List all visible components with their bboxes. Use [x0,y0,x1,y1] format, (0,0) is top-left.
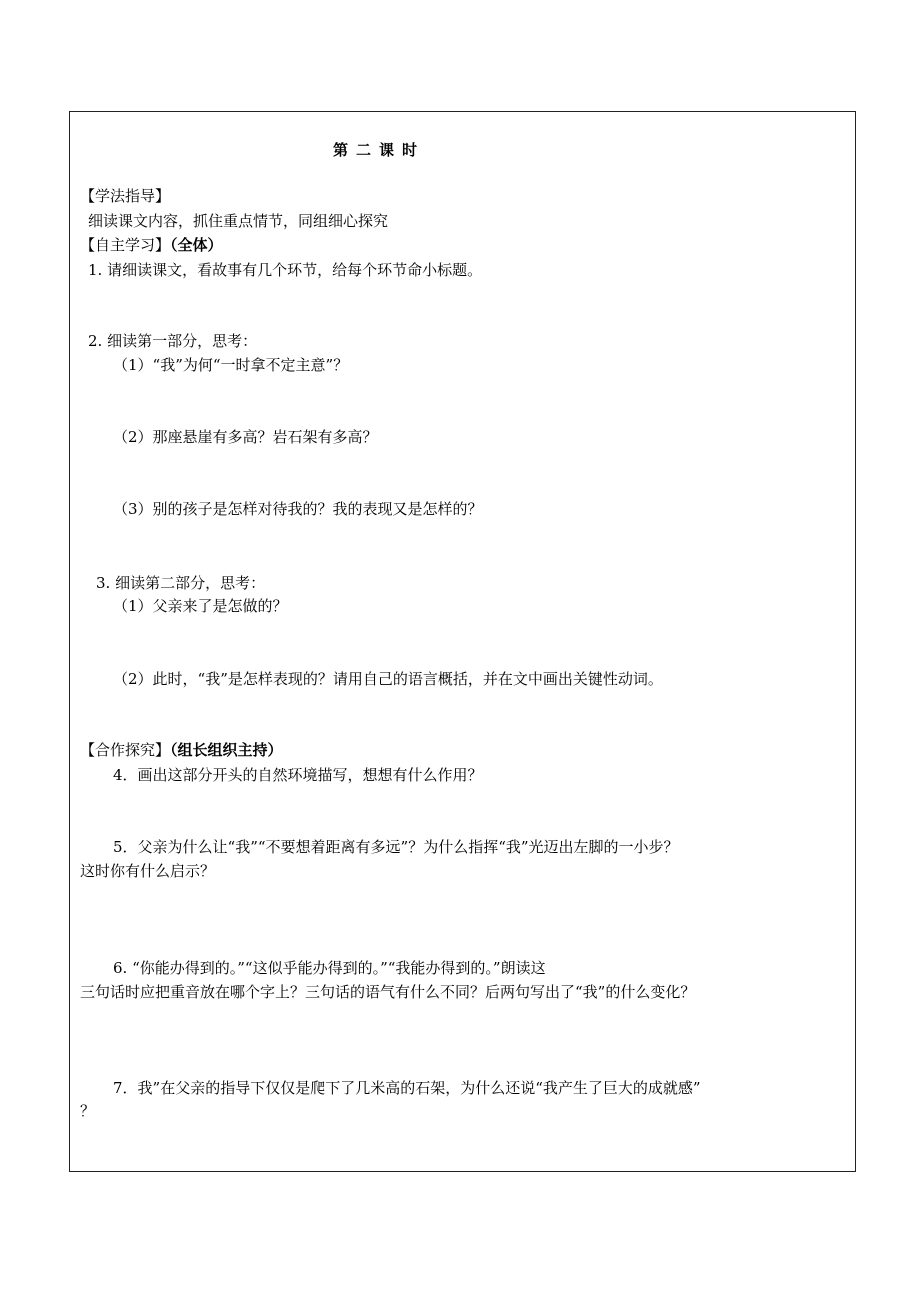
question-7-line-2: ？ [80,1102,96,1120]
study-method-text: 细读课文内容，抓住重点情节，同组细心探究 [88,212,389,230]
question-3: 3. 细读第二部分，思考： [96,574,266,592]
self-study-heading-note: （全体） [170,236,223,254]
study-method-heading: 【学法指导】 [80,187,171,205]
cooperative-heading [80,740,283,760]
question-5-line-1: 5．父亲为什么让“我”“不要想着距离有多远”？为什么指挥“我”光迈出左脚的一小步？ [113,838,679,856]
question-6-line-2: 三句话时应把重音放在哪个字上？三句话的语气有什么不同？后两句写出了“我”的什么变化？ [80,983,696,1001]
question-2-1: （1）“我”为何“一时拿不定主意”？ [113,356,349,374]
question-2-2: （2）那座悬崖有多高？岩石架有多高？ [113,428,378,446]
question-2-3: （3）别的孩子是怎样对待我的？我的表现又是怎样的？ [113,500,483,518]
lesson-title: 第二课时 [333,141,426,159]
question-6-line-1: 6. “你能办得到的。”“这似乎能办得到的。”“我能办得到的。”朗读这 [113,959,546,977]
question-1: 1. 请细读课文，看故事有几个环节，给每个环节命小标题。 [88,261,483,279]
cooperative-heading-label: 【合作探究】 [80,741,171,759]
question-5-line-2: 这时你有什么启示？ [80,862,216,880]
question-7-line-1: 7．我”在父亲的指导下仅仅是爬下了几米高的石架，为什么还说“我产生了巨大的成就感” [113,1079,701,1097]
question-3-2: （2）此时，“我”是怎样表现的？请用自己的语言概括，并在文中画出关键性动词。 [113,670,663,688]
self-study-heading-label: 【自主学习】 [80,236,171,254]
question-3-1: （1）父亲来了是怎做的？ [113,597,288,615]
cooperative-heading-note: （组长组织主持） [170,741,283,759]
self-study-heading [80,235,223,255]
question-4: 4．画出这部分开头的自然环境描写，想想有什么作用？ [113,766,483,784]
question-2: 2. 细读第一部分，思考： [88,332,258,350]
